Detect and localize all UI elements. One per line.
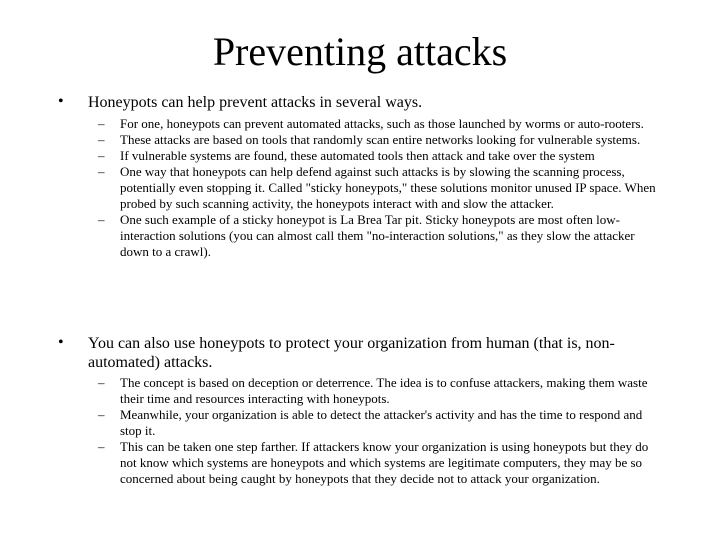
- sub-bullet-item: [98, 164, 663, 212]
- dash-icon: –: [98, 116, 105, 131]
- bullet-icon: •: [58, 93, 64, 110]
- dash-icon: –: [98, 164, 105, 179]
- sub-bullet-item: [98, 132, 663, 148]
- sub-bullet-list: [98, 116, 663, 260]
- dash-icon: –: [98, 132, 105, 147]
- sub-bullet-text: These attacks are based on tools that randomly scan entire networks looking for vulnerable systems.: [120, 132, 641, 147]
- bullet-item: [58, 334, 668, 372]
- sub-bullet-item: [98, 212, 663, 260]
- dash-icon: –: [98, 148, 105, 163]
- sub-bullet-item: [98, 148, 663, 164]
- sub-bullet-text: For one, honeypots can prevent automated attacks, such as those launched by worms or auto-rooters.: [120, 116, 644, 131]
- dash-icon: –: [98, 375, 105, 390]
- sub-bullet-item: [98, 375, 663, 407]
- bullet-icon: •: [58, 334, 64, 351]
- sub-bullet-list: [98, 375, 663, 487]
- slide-title: Preventing attacks: [212, 29, 508, 74]
- sub-bullet-text: One such example of a sticky honeypot is La Brea Tar pit. Sticky honeypots are most often low-interaction solutions (you can almost call them "no-interaction solutions," as they slow the attacker down to a crawl).: [120, 212, 635, 259]
- sub-bullet-text: This can be taken one step farther. If attackers know your organization is using honeypots but they do not know which systems are honeypots and which systems are legitimate computers, they may be so concerned about being caught by honeypots that they decide not to attack your organization.: [120, 439, 649, 486]
- dash-icon: –: [98, 439, 105, 454]
- sub-bullet-text: One way that honeypots can help defend against such attacks is by slowing the scanning process, potentially even stopping it. Called "sticky honeypots," these solutions monitor unused IP space. When probed by such scanning activity, the honeypots interact with and slow the attacker.: [120, 164, 656, 211]
- sub-bullet-text: Meanwhile, your organization is able to detect the attacker's activity and has the time to respond and stop it.: [120, 407, 643, 438]
- bullet-item: [58, 93, 668, 113]
- sub-bullet-item: [98, 407, 663, 439]
- sub-bullet-text: The concept is based on deception or deterrence. The idea is to confuse attackers, making them waste their time and resources interacting with honeypots.: [120, 375, 648, 406]
- bullet-text: Honeypots can help prevent attacks in several ways.: [88, 94, 423, 111]
- dash-icon: –: [98, 407, 105, 422]
- sub-bullet-item: [98, 116, 663, 132]
- bullet-text: You can also use honeypots to protect your organization from human (that is, non-automated) attacks.: [88, 335, 615, 371]
- sub-bullet-item: [98, 439, 663, 487]
- sub-bullet-text: If vulnerable systems are found, these automated tools then attack and take over the system: [120, 148, 595, 163]
- dash-icon: –: [98, 212, 105, 227]
